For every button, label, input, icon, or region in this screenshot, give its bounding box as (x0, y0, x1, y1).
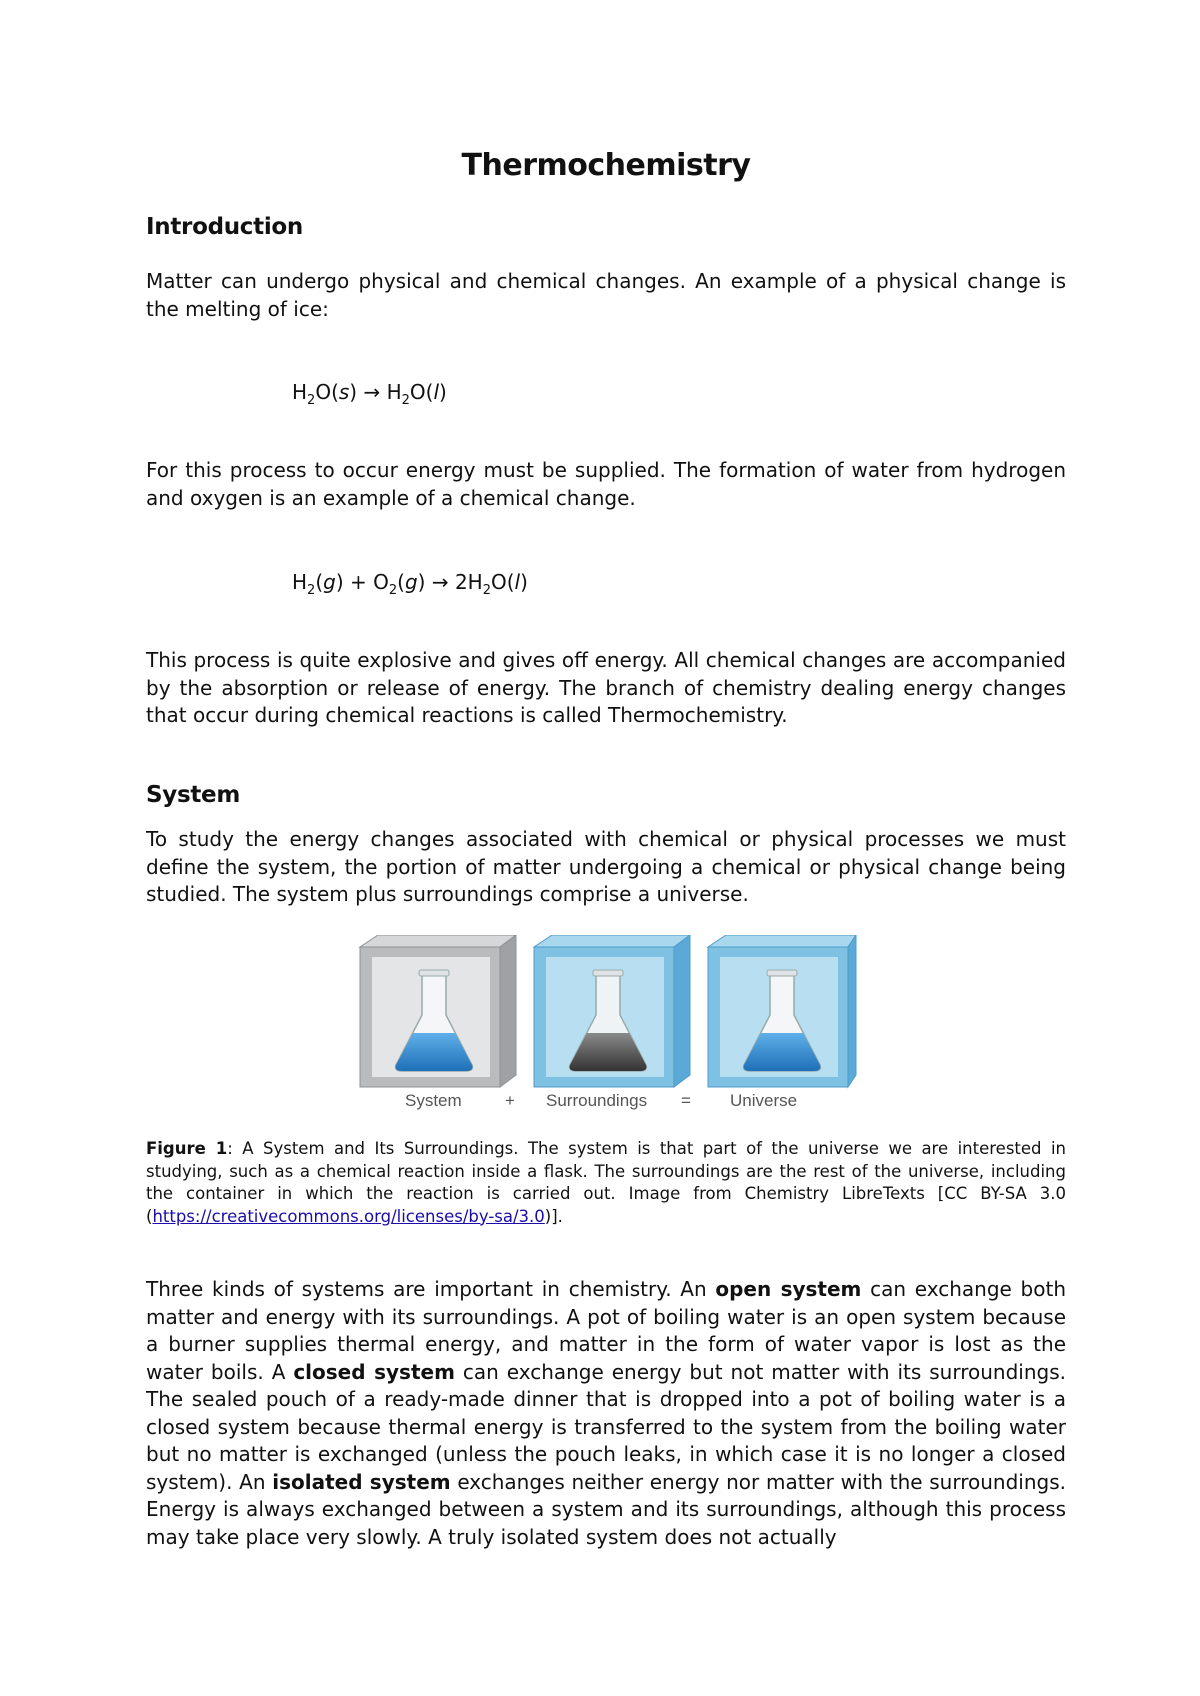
intro-paragraph-3: This process is quite explosive and gives off energy. All chemical changes are accompanied by the absorption or release of energy. The branch of chemistry dealing energy changes that occur during chemical reactions is called Thermochemistry. (146, 648, 1066, 727)
label-equals: = (681, 1091, 691, 1110)
system-heading: System (146, 782, 241, 808)
intro-heading: Introduction (146, 214, 303, 240)
intro-paragraph-2: For this process to occur energy must be supplied. The formation of water from hydrogen and oxygen is an example of a chemical change. (146, 458, 1066, 510)
page-title: Thermochemistry (461, 148, 751, 183)
term-isolated-system: isolated system (272, 1469, 451, 1494)
system-paragraph-2: Three kinds of systems are important in chemistry. An open system can exchange both matter and energy with its surroundings. A pot of boiling water is an open system because a burner supplies thermal energy, and matter in the form of water vapor is lost as the water boils. A closed system can exchange energy but not matter with its surroundings. The sealed pouch of a ready-made dinner that is dropped into a pot of boiling water is a closed system because thermal energy is transferred to the system from the boiling water but no matter is exchanged (unless the pouch leaks, in which case it is no longer a closed system). An isolated system exchanges neither energy nor matter with the surroundings. Energy is always exchanged between a system and its surroundings, although this process may take place very slowly. A truly isolated system does not actually (146, 1277, 1067, 1549)
term-open-system: open system (715, 1277, 862, 1301)
label-plus: + (505, 1091, 515, 1110)
caption-label: Figure 1 (146, 1139, 228, 1158)
universe-box (708, 935, 856, 1087)
label-surroundings: Surroundings (546, 1091, 648, 1110)
term-closed-system: closed system (293, 1359, 455, 1384)
license-link[interactable]: https://creativecommons.org/licenses/by-sa/3.0 (152, 1206, 545, 1226)
equation-water-formation: $H_2(g) + O_2(g) \to 2H_2O(l)$ (292, 570, 528, 598)
equation-melting-ice: $H_2O(s) \to H_2O(l)$ (292, 380, 447, 408)
system-paragraph-1: To study the energy changes associated with chemical or physical processes we must define the system, the portion of matter undergoing a chemical or physical change being studied. The system plus surroundings comprise a universe. (146, 827, 1066, 906)
system-box (360, 935, 516, 1087)
system-surroundings-figure (358, 935, 858, 1135)
intro-paragraph-1: Matter can undergo physical and chemical changes. An example of a physical change is the melting of ice: (146, 269, 1066, 321)
surroundings-box (534, 935, 690, 1087)
label-universe: Universe (730, 1091, 798, 1110)
figure-caption: Figure 1: A System and Its Surroundings. The system is that part of the universe we are interested in studying, such as a chemical reaction inside a flask. The surroundings are the rest of the universe, including the container in which the reaction is carried out. Image from Chemistry LibreTexts [CC BY-SA 3.0 (https://creativecommons.org/licenses/by-sa/3.0)]. (146, 1139, 1066, 1226)
label-system: System (405, 1091, 462, 1110)
